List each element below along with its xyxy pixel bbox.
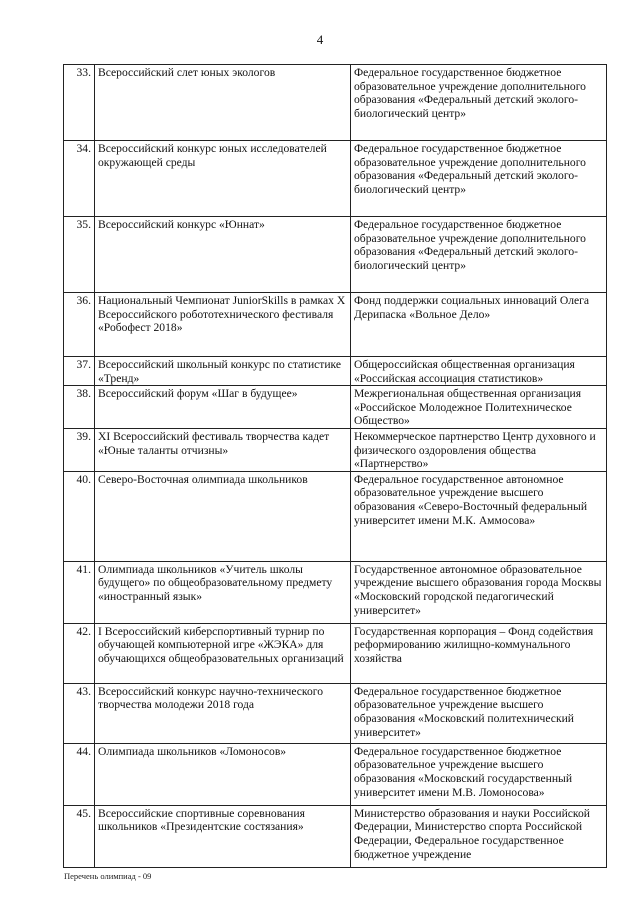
table-row: [64, 805, 607, 867]
row-number: 37.: [64, 357, 95, 386]
olympiad-name: Всероссийский конкурс юных исследователей окружающей среды: [95, 141, 351, 217]
footer-note: Перечень олимпиад - 09: [64, 871, 152, 881]
table-row: [64, 293, 607, 357]
row-number: 45.: [64, 805, 95, 867]
row-number: 36.: [64, 293, 95, 357]
page-number: 4: [316, 32, 324, 47]
table-row: [64, 357, 607, 386]
olympiad-name: XI Всероссийский фестиваль творчества кадет «Юные таланты отчизны»: [95, 428, 351, 471]
organizer-name: Общероссийская общественная организация «Российская ассоциация статистиков»: [351, 357, 607, 386]
olympiad-name: Всероссийский школьный конкурс по статистике «Тренд»: [95, 357, 351, 386]
table-row: [64, 471, 607, 561]
table-row: [64, 623, 607, 683]
organizer-name: Фонд поддержки социальных инноваций Олега Дерипаска «Вольное Дело»: [351, 293, 607, 357]
organizer-name: Федеральное государственное бюджетное образовательное учреждение дополнительного образования «Федеральный детский эколого-биологический центр»: [351, 141, 607, 217]
table-row: [64, 428, 607, 471]
olympiad-name: I Всероссийский киберспортивный турнир по обучающей компьютерной игре «ЖЭКА» для обучающихся общеобразовательных организаций: [95, 623, 351, 683]
olympiad-name: Всероссийский слет юных экологов: [95, 65, 351, 141]
row-number: 39.: [64, 428, 95, 471]
olympiad-table-body: [64, 65, 607, 868]
row-number: 35.: [64, 217, 95, 293]
row-number: 38.: [64, 386, 95, 429]
organizer-name: Государственная корпорация – Фонд содействия реформированию жилищно-коммунального хозяйства: [351, 623, 607, 683]
organizer-name: Некоммерческое партнерство Центр духовного и физического оздоровления общества «Партнерство»: [351, 428, 607, 471]
row-number: 42.: [64, 623, 95, 683]
table-row: [64, 141, 607, 217]
organizer-name: Межрегиональная общественная организация «Российское Молодежное Политехническое Общество»: [351, 386, 607, 429]
olympiad-name: Олимпиада школьников «Ломоносов»: [95, 743, 351, 805]
olympiad-name: Всероссийский конкурс научно-технического творчества молодежи 2018 года: [95, 683, 351, 743]
organizer-name: Федеральное государственное бюджетное образовательное учреждение дополнительного образования «Федеральный детский эколого-биологический центр»: [351, 65, 607, 141]
olympiad-name: Всероссийский конкурс «Юннат»: [95, 217, 351, 293]
row-number: 43.: [64, 683, 95, 743]
organizer-name: Федеральное государственное бюджетное образовательное учреждение высшего образования «Московский политехнический университет»: [351, 683, 607, 743]
organizer-name: Федеральное государственное бюджетное образовательное учреждение высшего образования «Московский государственный университет имени М.В. Ломоносова»: [351, 743, 607, 805]
table-row: [64, 743, 607, 805]
organizer-name: Государственное автономное образовательное учреждение высшего образования города Москвы «Московский городской педагогический университет»: [351, 561, 607, 623]
olympiad-name: Северо-Восточная олимпиада школьников: [95, 471, 351, 561]
table-row: [64, 217, 607, 293]
olympiad-name: Всероссийский форум «Шаг в будущее»: [95, 386, 351, 429]
row-number: 40.: [64, 471, 95, 561]
organizer-name: Министерство образования и науки Российской Федерации, Министерство спорта Российской Федерации, Федеральное государственное бюджетное учреждение: [351, 805, 607, 867]
table-row: [64, 65, 607, 141]
row-number: 33.: [64, 65, 95, 141]
organizer-name: Федеральное государственное автономное образовательное учреждение высшего образования «Северо-Восточный федеральный университет имени М.К. Аммосова»: [351, 471, 607, 561]
row-number: 44.: [64, 743, 95, 805]
table-row: [64, 386, 607, 429]
table-row: [64, 683, 607, 743]
olympiad-name: Всероссийские спортивные соревнования школьников «Президентские состязания»: [95, 805, 351, 867]
organizer-name: Федеральное государственное бюджетное образовательное учреждение дополнительного образования «Федеральный детский эколого-биологический центр»: [351, 217, 607, 293]
olympiad-name: Национальный Чемпионат JuniorSkills в рамках X Всероссийского робототехнического фестиваля «Робофест 2018»: [95, 293, 351, 357]
olympiad-name: Олимпиада школьников «Учитель школы будущего» по общеобразовательному предмету «иностранный язык»: [95, 561, 351, 623]
table-row: [64, 561, 607, 623]
olympiad-table: [63, 64, 607, 868]
row-number: 34.: [64, 141, 95, 217]
row-number: 41.: [64, 561, 95, 623]
